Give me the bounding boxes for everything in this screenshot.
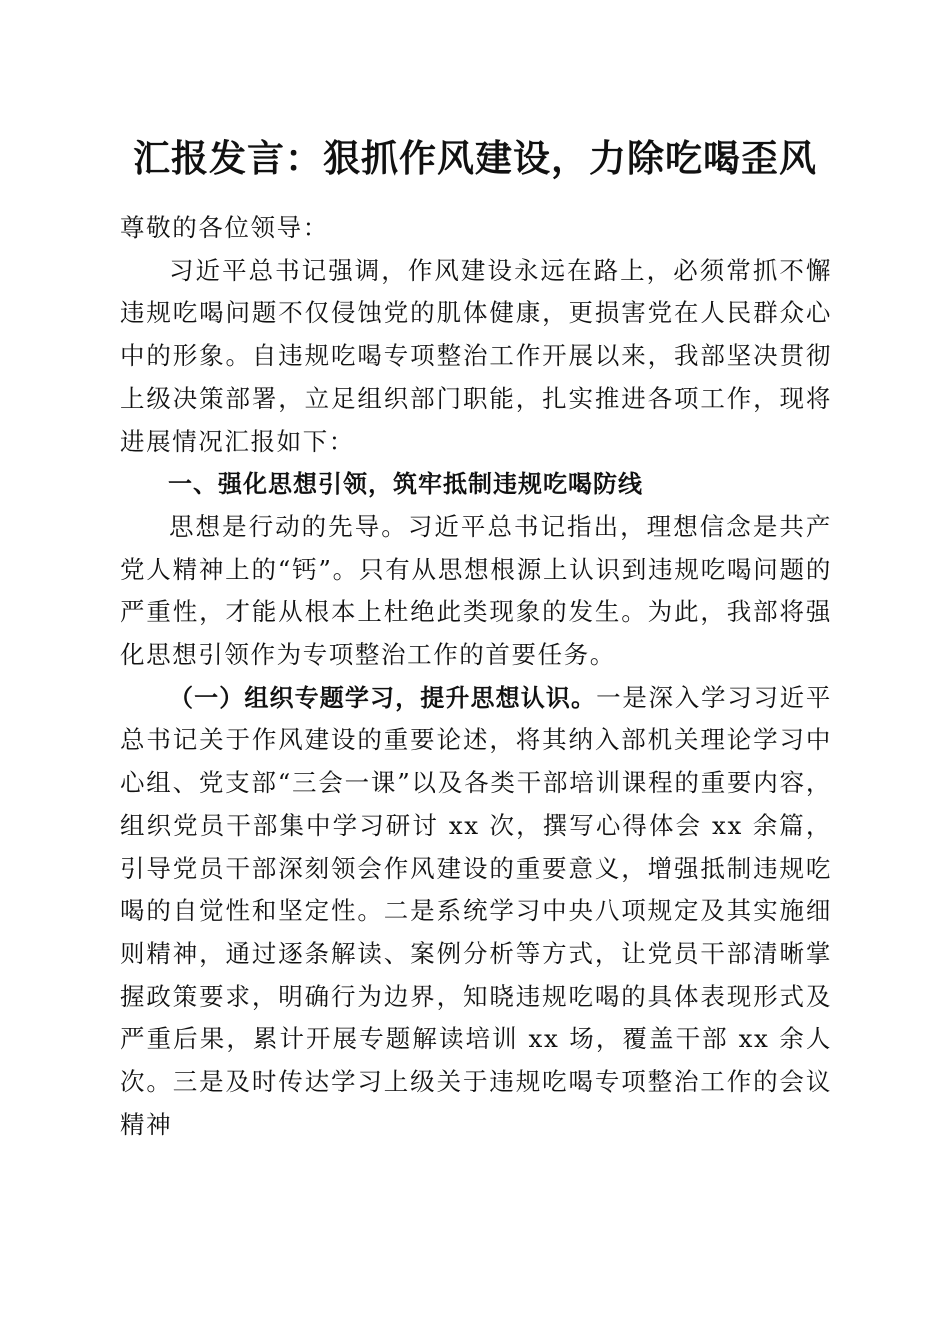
subsection-heading-1: （一）组织专题学习，提升思想认识。	[169, 683, 597, 712]
intro-paragraph: 习近平总书记强调，作风建设永远在路上，必须常抓不懈违规吃喝问题不仅侵蚀党的肌体健康，更损害党在人民群众心中的形象。自违规吃喝专项整治工作开展以来，我部坚决贯彻上级决策部署，立足组织部门职能，扎实推进各项工作，现将进展情况汇报如下：	[120, 255, 832, 456]
section-1-paragraph: 思想是行动的先导。习近平总书记指出，理想信念是共产党人精神上的“钙”。只有从思想根源上认识到违规吃喝问题的严重性，才能从根本上杜绝此类现象的发生。为此，我部将强化思想引领作为专项整治工作的首要任务。	[120, 511, 832, 670]
section-heading-1: 一、强化思想引领，筑牢抵制违规吃喝防线	[168, 470, 643, 499]
salutation: 尊敬的各位领导：	[120, 213, 329, 242]
document-title: 汇报发言：狠抓作风建设，力除吃喝歪风	[133, 136, 817, 180]
subsection-1-paragraph	[120, 677, 832, 1147]
document-body	[120, 207, 832, 1146]
subsection-1-body: 一是深入学习习近平总书记关于作风建设的重要论述，将其纳入部机关理论学习中心组、党支部“三会一课”以及各类干部培训课程的重要内容，组织党员干部集中学习研讨 xx 次，撰写心得体会 xx 余篇，引导党员干部深刻领会作风建设的重要意义，增强抵制违规吃喝的自觉性和坚定性。二是系统学习中央八项规定及其实施细则精神，通过逐条解读、案例分析等方式，让党员干部清晰掌握政策要求，明确行为边界，知晓违规吃喝的具体表现形式及严重后果，累计开展专题解读培训 xx 场，覆盖干部 xx 余人次。三是及时传达学习上级关于违规吃喝专项整治工作的会议精神	[120, 682, 832, 1139]
